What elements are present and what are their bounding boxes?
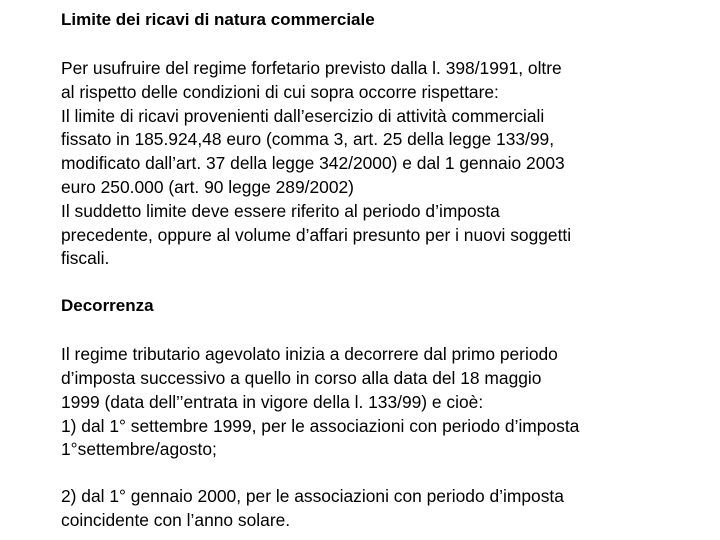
document-page (61, 9, 711, 533)
text-line: euro 250.000 (art. 90 legge 289/2002) (61, 176, 354, 197)
text-line: Il regime tributario agevolato inizia a decorrere dal primo periodo (61, 344, 558, 365)
spacer (61, 271, 711, 295)
text-line: precedente, oppure al volume d’affari presunto per i nuovi soggetti (61, 224, 572, 245)
paragraph-decorrenza (61, 343, 711, 462)
text-line: fiscali. (61, 248, 110, 269)
text-line: fissato in 185.924,48 euro (comma 3, art. 25 della legge 133/99, (61, 129, 555, 150)
paragraph-limite-ricavi (61, 57, 711, 271)
text-line: Per usufruire del regime forfetario previsto dalla l. 398/1991, oltre (61, 58, 562, 78)
text-line: Il suddetto limite deve essere riferito al periodo d’imposta (61, 200, 500, 221)
section-title-decorrenza: Decorrenza (61, 296, 154, 316)
paragraph-decorrenza-continued (61, 485, 711, 533)
text-line: 1) dal 1° settembre 1999, per le associazioni con periodo d’imposta (61, 415, 580, 436)
section-title-limite-ricavi: Limite dei ricavi di natura commerciale (61, 10, 375, 29)
text-line: 2) dal 1° gennaio 2000, per le associazioni con periodo d’imposta (61, 486, 564, 507)
text-line: d’imposta successivo a quello in corso alla data del 18 maggio (61, 367, 542, 388)
text-line: coincidente con l’anno solare. (61, 509, 291, 530)
spacer (61, 31, 711, 57)
spacer (61, 317, 711, 343)
text-line: modificato dall’art. 37 della legge 342/2000) e dal 1 gennaio 2003 (61, 153, 565, 174)
text-line: Il limite di ricavi provenienti dall’esercizio di attività commerciali (61, 105, 545, 126)
text-line: 1999 (data dell’’entrata in vigore della l. 133/99) e cioè: (61, 391, 484, 412)
text-line: al rispetto delle condizioni di cui sopra occorre rispettare: (61, 81, 499, 102)
spacer (61, 462, 711, 485)
text-line: 1°settembre/agosto; (61, 439, 217, 460)
